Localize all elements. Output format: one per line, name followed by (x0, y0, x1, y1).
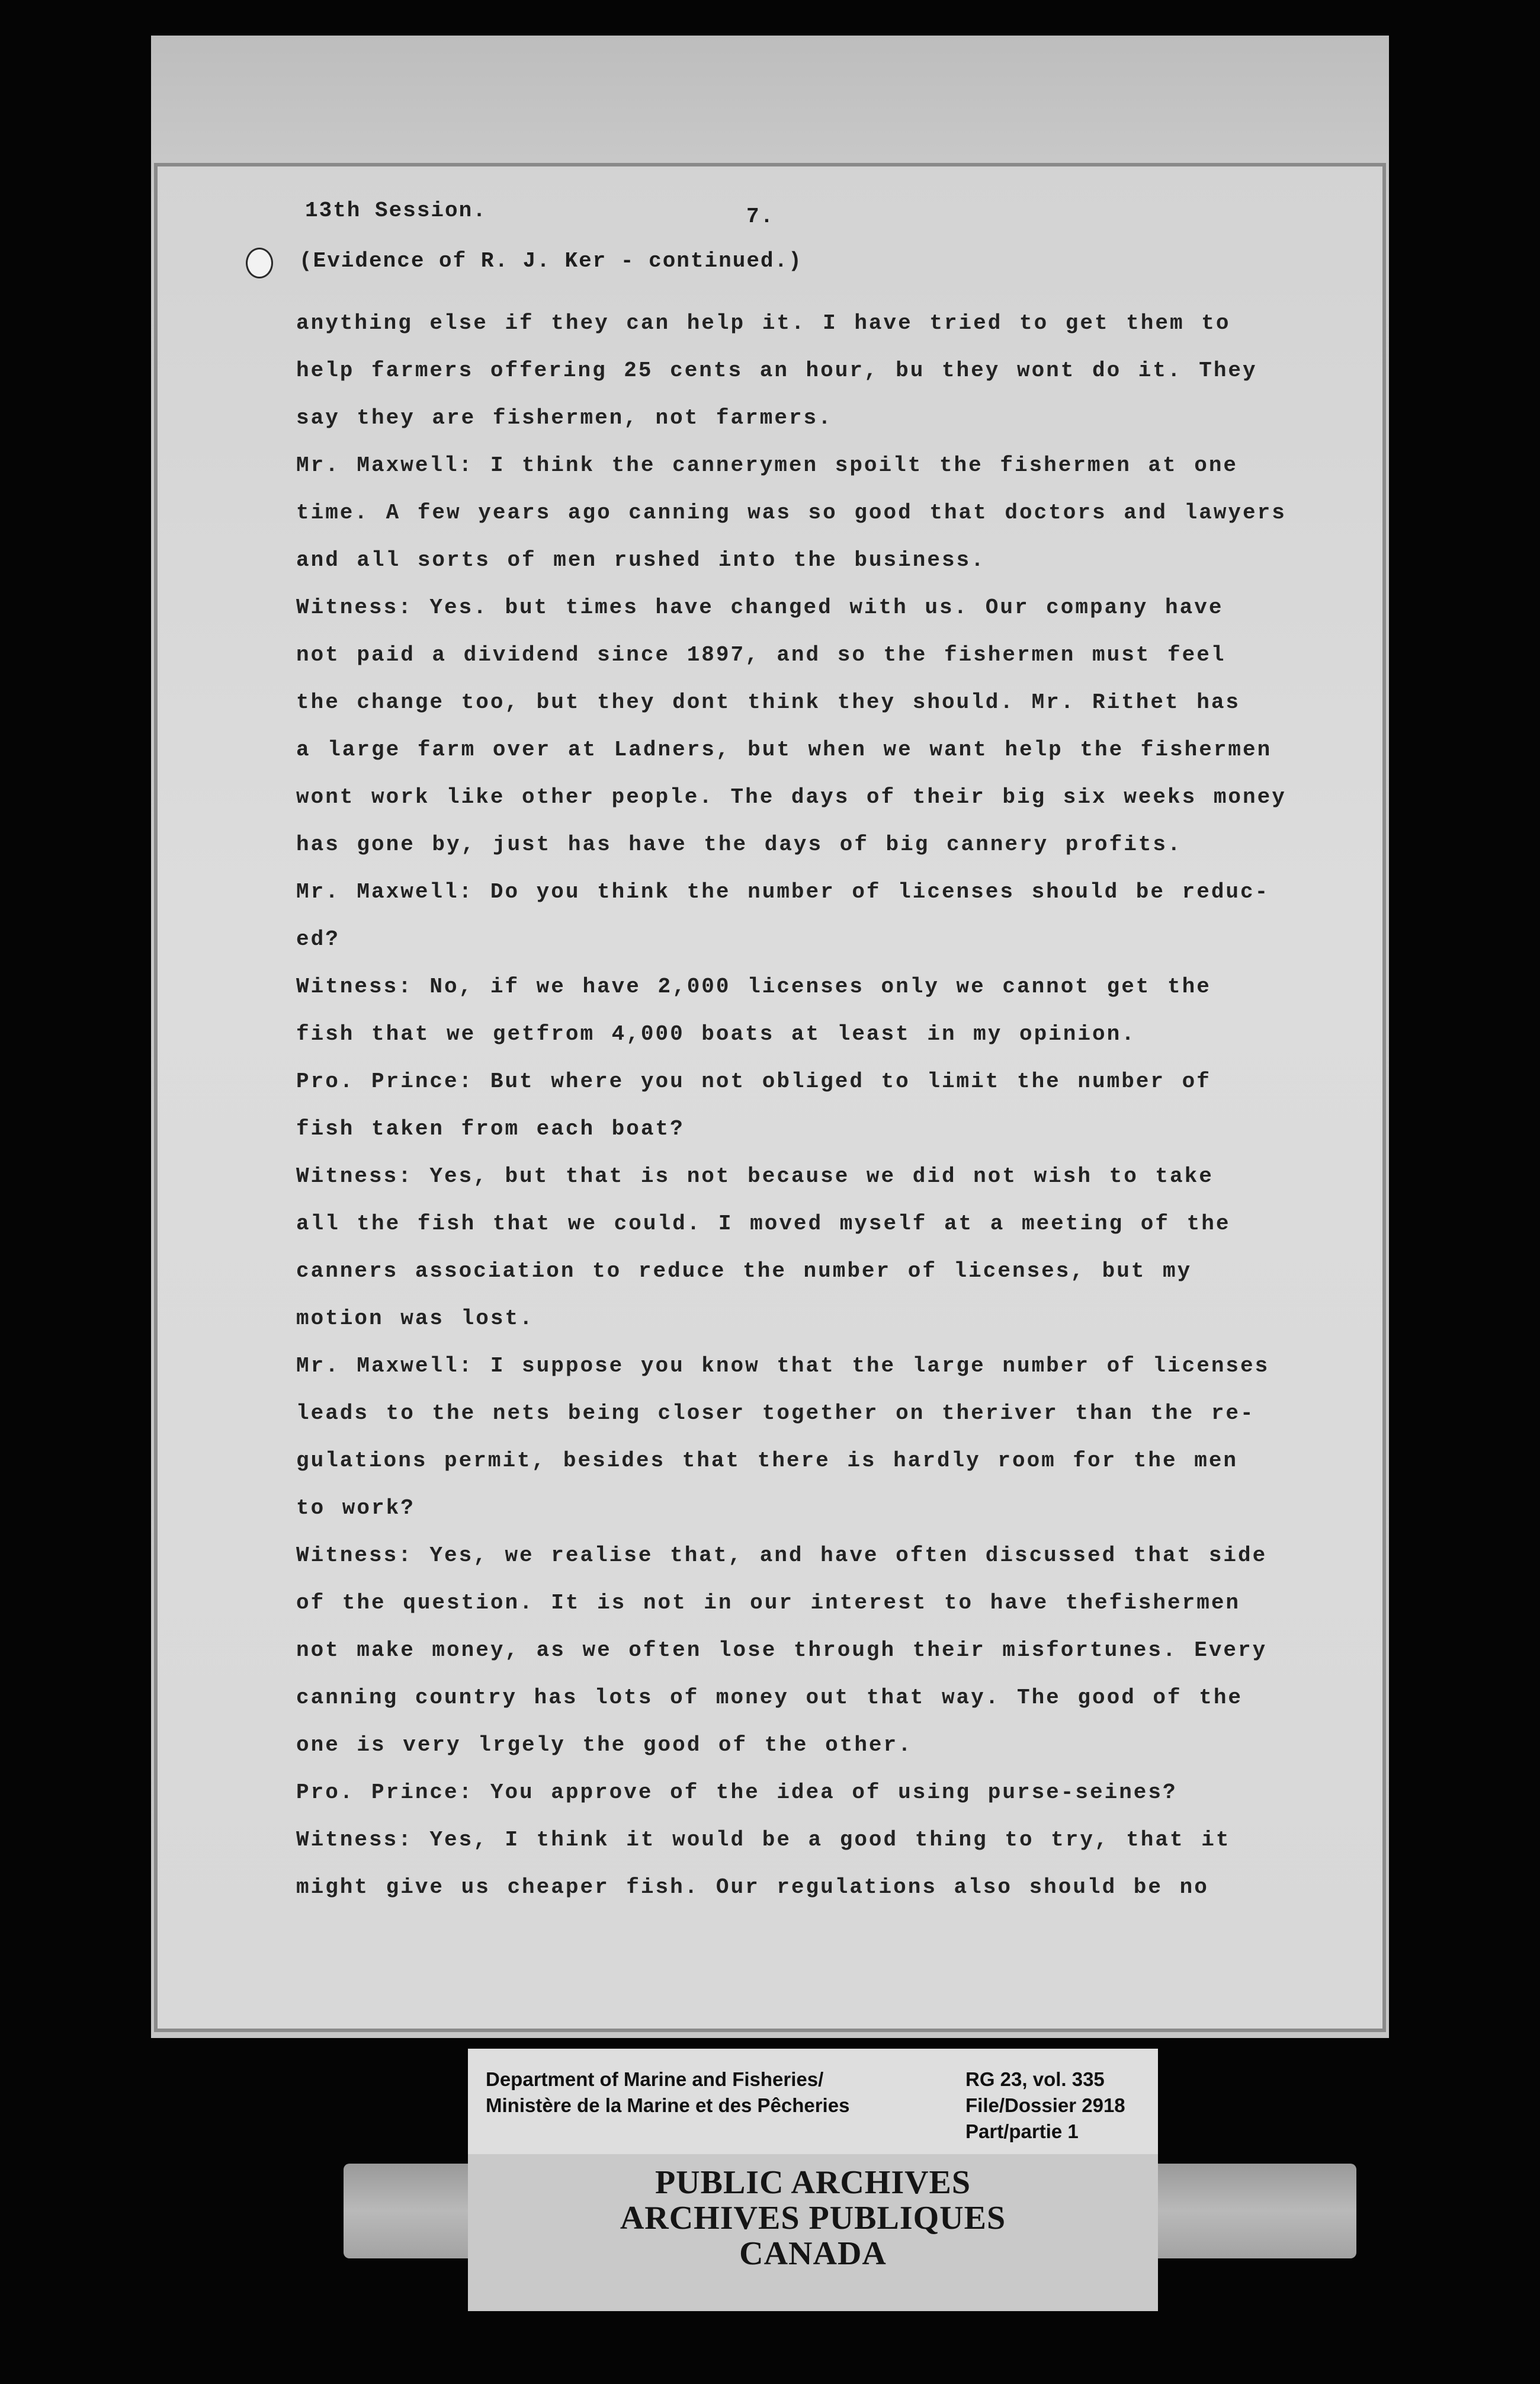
text-line: motion was lost. (296, 1306, 534, 1331)
document-page (154, 163, 1386, 2032)
text-line: not paid a dividend since 1897, and so the fishermen must feel (296, 643, 1226, 667)
text-line: not make money, as we often lose through their misfortunes. Every (296, 1638, 1268, 1662)
text-line: one is very lrgely the good of the other. (296, 1733, 913, 1757)
text-line: anything else if they can help it. I have tried to get them to (296, 311, 1231, 335)
text-line: all the fish that we could. I moved myself at a meeting of the (296, 1212, 1231, 1236)
text-line: ed? (296, 927, 340, 951)
text-line: and all sorts of men rushed into the business. (296, 548, 986, 572)
text-line: wont work like other people. The days of their big six weeks money (296, 785, 1286, 809)
text-line: help farmers offering 25 cents an hour, bu they wont do it. They (296, 358, 1257, 383)
department-fr: Ministère de la Marine et des Pêcheries (486, 2094, 850, 2116)
text-line: say they are fishermen, not farmers. (296, 406, 833, 430)
text-line: has gone by, just has have the days of big cannery profits. (296, 832, 1182, 857)
punch-hole (246, 248, 273, 278)
record-group: RG 23, vol. 335 (965, 2068, 1105, 2090)
archive-label-reference (965, 2066, 1125, 2145)
text-line: Witness: No, if we have 2,000 licenses only we cannot get the (296, 975, 1211, 999)
text-line: Pro. Prince: You approve of the idea of using purse-seines? (296, 1780, 1178, 1805)
stamp-line-1: PUBLIC ARCHIVES (654, 2164, 971, 2201)
page-number: 7. (746, 204, 775, 229)
text-line: the change too, but they dont think they should. Mr. Rithet has (296, 690, 1241, 714)
file-number: File/Dossier 2918 (965, 2094, 1125, 2116)
text-line: canning country has lots of money out that way. The good of the (296, 1686, 1243, 1710)
text-line: Pro. Prince: But where you not obliged to limit the number of (296, 1069, 1211, 1094)
text-line: Witness: Yes, we realise that, and have often discussed that side (296, 1543, 1268, 1568)
text-line: to work? (296, 1496, 415, 1520)
text-line: Witness: Yes. but times have changed with us. Our company have (296, 595, 1224, 620)
document-subtitle: (Evidence of R. J. Ker - continued.) (299, 249, 803, 273)
part-number: Part/partie 1 (965, 2120, 1079, 2142)
text-line: Witness: Yes, I think it would be a good thing to try, that it (296, 1828, 1231, 1852)
department-en: Department of Marine and Fisheries/ (486, 2068, 824, 2090)
session-label: 13th Session. (305, 198, 487, 223)
text-line: might give us cheaper fish. Our regulations also should be no (296, 1875, 1209, 1899)
text-line: fish that we getfrom 4,000 boats at least in my opinion. (296, 1022, 1136, 1046)
archive-label (468, 2049, 1158, 2154)
text-line: gulations permit, besides that there is hardly room for the men (296, 1449, 1239, 1473)
text-line: Mr. Maxwell: I think the cannerymen spoilt the fishermen at one (296, 453, 1239, 478)
text-line: canners association to reduce the number of licenses, but my (296, 1259, 1192, 1283)
text-line: a large farm over at Ladners, but when we want help the fishermen (296, 738, 1272, 762)
stamp-line-2: ARCHIVES PUBLIQUES (620, 2200, 1006, 2236)
text-line: Mr. Maxwell: I suppose you know that the large number of licenses (296, 1354, 1270, 1378)
archive-label-department (486, 2066, 849, 2119)
text-line: Mr. Maxwell: Do you think the number of licenses should be reduc- (296, 880, 1270, 904)
text-line: of the question. It is not in our interest to have thefishermen (296, 1591, 1241, 1615)
text-line: time. A few years ago canning was so good that doctors and lawyers (296, 501, 1286, 525)
text-line: Witness: Yes, but that is not because we did not wish to take (296, 1164, 1214, 1188)
text-line: fish taken from each boat? (296, 1117, 685, 1141)
stamp-line-3: CANADA (739, 2235, 887, 2272)
text-line: leads to the nets being closer together on theriver than the re- (296, 1401, 1255, 1425)
